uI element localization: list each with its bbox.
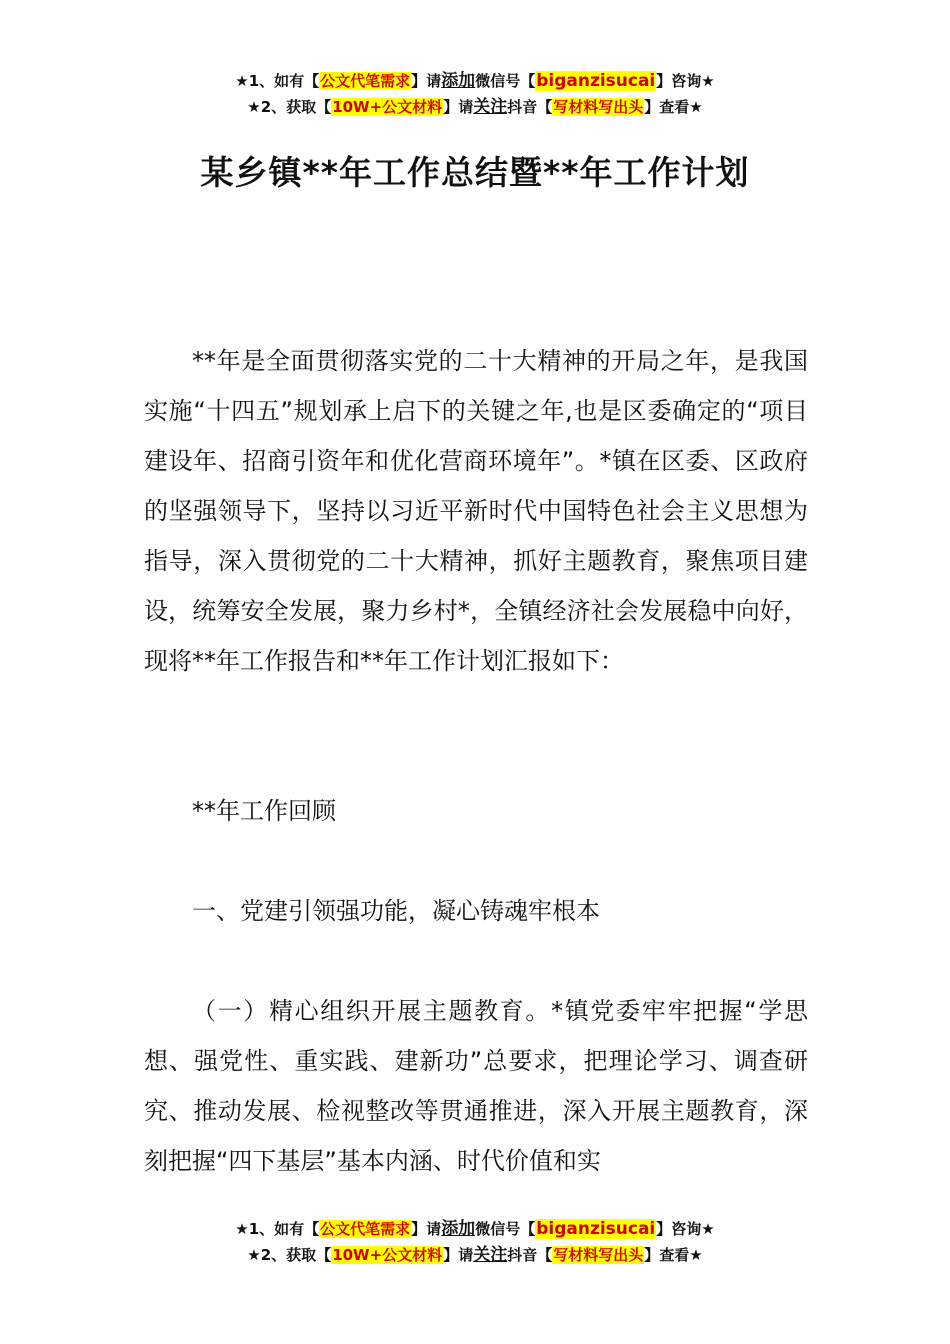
highlight-materials: 10W+公文材料: [332, 98, 443, 116]
banner-emphasis: 添加: [441, 1219, 476, 1239]
banner-line-1: [0, 68, 950, 94]
intro-paragraph: **年是全面贯彻落实党的二十大精神的开局之年，是我国实施“十四五”规划承上启下的关键之年,也是区委确定的“项目建设年、招商引资年和优化营商环境年”。*镇在区委、区政府的坚强领导下，坚持以习近平新时代中国特色社会主义思想为指导，深入贯彻党的二十大精神，抓好主题教育，聚焦项目建设，统筹安全发展，聚力乡村*，全镇经济社会发展稳中向好，现将**年工作报告和**年工作计划汇报如下：: [144, 347, 808, 675]
banner-text: 】查看★: [644, 98, 703, 116]
banner-text: ★1、如有【: [235, 72, 320, 90]
banner-text: 抖音【: [507, 98, 553, 116]
banner-text: 抖音【: [507, 1246, 553, 1264]
footer-banner: [0, 1216, 950, 1268]
highlight-ghostwriting: 公文代笔需求: [320, 72, 411, 90]
banner-text: 】咨询★: [656, 72, 715, 90]
highlight-wechat-id: biganzisucai: [536, 1219, 656, 1239]
banner-text: ★2、获取【: [247, 1246, 332, 1264]
banner-line-1: [0, 1216, 950, 1242]
banner-text: 】请: [443, 1246, 474, 1264]
section-heading-review: **年工作回顾: [192, 797, 336, 825]
highlight-douyin: 写材料写出头: [553, 1246, 644, 1264]
body-paragraph-1: （一）精心组织开展主题教育。*镇党委牢牢把握“学思想、强党性、重实践、建新功”总要求，把理论学习、调查研究、推动发展、检视整改等贯通推进，深入开展主题教育，深刻把握“四下基层”基本内涵、时代价值和实: [144, 997, 808, 1175]
highlight-douyin: 写材料写出头: [553, 98, 644, 116]
highlight-wechat-id: biganzisucai: [536, 71, 656, 91]
banner-text: ★2、获取【: [247, 98, 332, 116]
banner-emphasis: 关注: [473, 97, 508, 117]
banner-text: 】请: [411, 1220, 442, 1238]
banner-emphasis: 关注: [473, 1245, 508, 1265]
highlight-materials: 10W+公文材料: [332, 1246, 443, 1264]
header-banner: [0, 68, 950, 120]
banner-text: 微信号【: [475, 1220, 536, 1238]
banner-text: 】请: [411, 72, 442, 90]
banner-text: 】请: [443, 98, 474, 116]
banner-text: 】查看★: [644, 1246, 703, 1264]
banner-line-2: [0, 94, 950, 120]
banner-text: 微信号【: [475, 72, 536, 90]
highlight-ghostwriting: 公文代笔需求: [320, 1220, 411, 1238]
section-heading-1: 一、党建引领强功能，凝心铸魂牢根本: [192, 897, 600, 925]
banner-line-2: [0, 1242, 950, 1268]
banner-emphasis: 添加: [441, 71, 476, 91]
banner-text: ★1、如有【: [235, 1220, 320, 1238]
banner-text: 】咨询★: [656, 1220, 715, 1238]
document-title: 某乡镇**年工作总结暨**年工作计划: [200, 153, 750, 192]
